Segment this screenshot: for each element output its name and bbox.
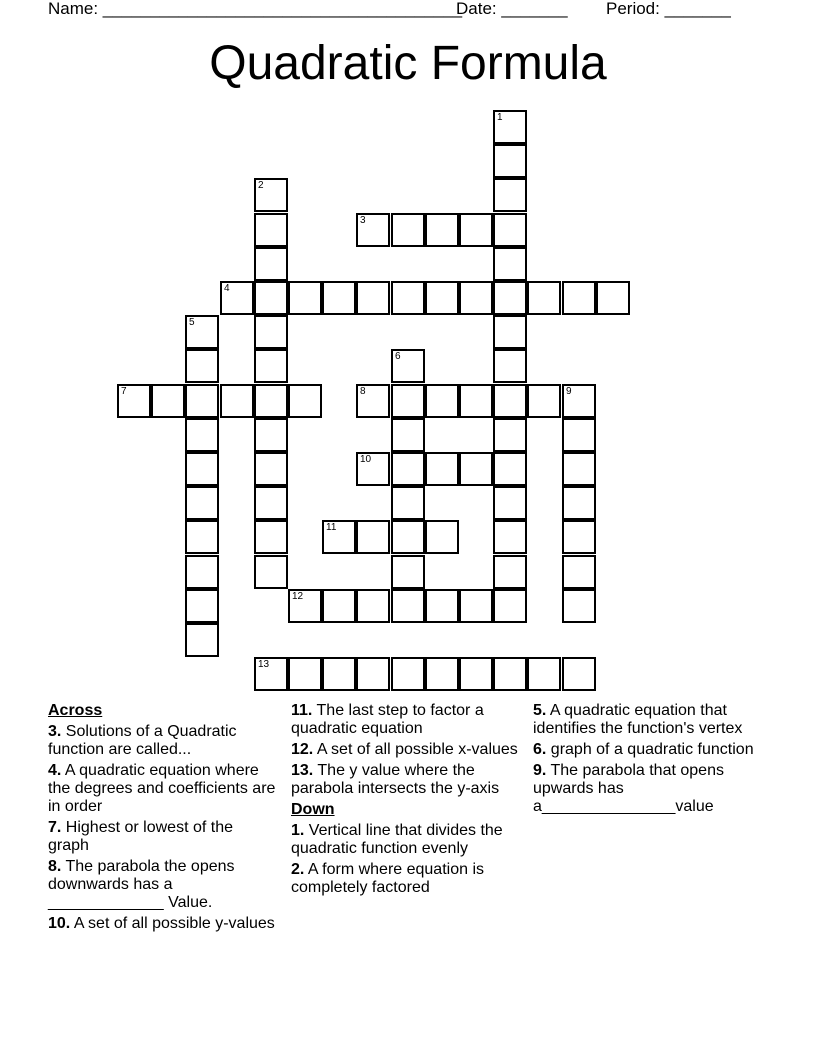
crossword-cell[interactable] [459, 589, 493, 623]
clue-item [48, 858, 278, 912]
crossword-cell[interactable] [562, 486, 596, 520]
clue-item [533, 702, 758, 738]
clue-number: 12 [292, 591, 304, 602]
crossword-cell[interactable] [562, 555, 596, 589]
crossword-cell[interactable] [527, 657, 561, 691]
clue-number-label: 3. [48, 723, 62, 740]
crossword-cell[interactable] [356, 213, 390, 247]
crossword-cell[interactable] [391, 213, 425, 247]
crossword-cell[interactable] [356, 452, 390, 486]
crossword-cell[interactable] [493, 110, 527, 144]
crossword-cell[interactable] [254, 247, 288, 281]
clue-text: A quadratic equation where the degrees and coefficients are in order [48, 762, 276, 815]
down-heading: Down [291, 801, 335, 818]
crossword-cell[interactable] [185, 520, 219, 554]
crossword-cell[interactable] [254, 657, 288, 691]
crossword-cell[interactable] [288, 657, 322, 691]
crossword-cell[interactable] [562, 418, 596, 452]
crossword-cell[interactable] [356, 281, 390, 315]
crossword-cell[interactable] [527, 384, 561, 418]
period-field[interactable]: Period: _______ [606, 0, 731, 18]
crossword-cell[interactable] [459, 384, 493, 418]
crossword-cell[interactable] [322, 520, 356, 554]
clue-number-label: 1. [291, 822, 305, 839]
crossword-cell[interactable] [493, 384, 527, 418]
crossword-cell[interactable] [391, 555, 425, 589]
clue-number-label: 8. [48, 858, 62, 875]
crossword-cell[interactable] [425, 213, 459, 247]
crossword-cell[interactable] [151, 384, 185, 418]
crossword-cell[interactable] [493, 349, 527, 383]
crossword-cell[interactable] [254, 281, 288, 315]
crossword-cell[interactable] [185, 623, 219, 657]
crossword-cell[interactable] [254, 452, 288, 486]
crossword-cell[interactable] [254, 178, 288, 212]
crossword-cell[interactable] [185, 589, 219, 623]
date-field[interactable]: Date: _______ [456, 0, 568, 18]
crossword-cell[interactable] [425, 520, 459, 554]
clue-number: 13 [258, 659, 270, 670]
crossword-cell[interactable] [254, 418, 288, 452]
crossword-cell[interactable] [220, 281, 254, 315]
crossword-cell[interactable] [562, 452, 596, 486]
crossword-cell[interactable] [391, 418, 425, 452]
crossword-cell[interactable] [185, 315, 219, 349]
clue-number: 1 [497, 112, 503, 123]
clue-number-label: 2. [291, 861, 305, 878]
clue-number: 7 [121, 386, 127, 397]
crossword-cell[interactable] [391, 589, 425, 623]
clue-text: A quadratic equation that identifies the function's vertex [533, 702, 743, 737]
crossword-cell[interactable] [425, 452, 459, 486]
crossword-cell[interactable] [356, 384, 390, 418]
clue-text: Solutions of a Quadratic function are called... [48, 723, 237, 758]
clue-item [291, 762, 526, 798]
crossword-cell[interactable] [562, 520, 596, 554]
clue-text: Highest or lowest of the graph [48, 819, 233, 854]
crossword-cell[interactable] [254, 486, 288, 520]
crossword-cell[interactable] [493, 589, 527, 623]
clue-number-label: 6. [533, 741, 547, 758]
crossword-cell[interactable] [493, 247, 527, 281]
clue-text: A set of all possible x-values [313, 741, 518, 758]
crossword-cell[interactable] [220, 384, 254, 418]
crossword-cell[interactable] [459, 213, 493, 247]
crossword-cell[interactable] [288, 281, 322, 315]
crossword-cell[interactable] [493, 555, 527, 589]
crossword-cell[interactable] [254, 349, 288, 383]
crossword-cell[interactable] [185, 555, 219, 589]
crossword-cell[interactable] [527, 281, 561, 315]
crossword-cell[interactable] [493, 315, 527, 349]
clue-text: The parabola the opens downwards has a _____________ Value. [48, 858, 235, 911]
clue-number: 11 [326, 522, 337, 533]
clue-number-label: 13. [291, 762, 314, 779]
clue-number: 3 [360, 215, 366, 226]
clue-number-label: 9. [533, 762, 547, 779]
clue-item [48, 723, 278, 759]
crossword-cell[interactable] [493, 452, 527, 486]
crossword-cell[interactable] [493, 144, 527, 178]
crossword-cell[interactable] [493, 486, 527, 520]
crossword-cell[interactable] [459, 657, 493, 691]
crossword-cell[interactable] [493, 520, 527, 554]
clue-item [291, 822, 526, 858]
crossword-cell[interactable] [356, 589, 390, 623]
crossword-cell[interactable] [425, 657, 459, 691]
crossword-cell[interactable] [254, 520, 288, 554]
clue-number-label: 11. [291, 702, 313, 719]
clues-column-1 [48, 702, 278, 936]
crossword-cell[interactable] [596, 281, 630, 315]
crossword-cell[interactable] [322, 589, 356, 623]
clue-item [48, 915, 278, 933]
clue-item [291, 702, 526, 738]
crossword-cell[interactable] [254, 555, 288, 589]
crossword-cell[interactable] [254, 384, 288, 418]
clue-number-label: 7. [48, 819, 62, 836]
clue-number-label: 4. [48, 762, 62, 779]
crossword-cell[interactable] [493, 178, 527, 212]
crossword-cell[interactable] [288, 589, 322, 623]
clue-number: 10 [360, 454, 372, 465]
crossword-cell[interactable] [562, 281, 596, 315]
name-field[interactable]: Name: ______________________________________ [48, 0, 463, 18]
crossword-cell[interactable] [459, 281, 493, 315]
clue-text: The y value where the parabola intersects the y-axis [291, 762, 500, 797]
clue-number-label: 10. [48, 915, 71, 932]
crossword-cell[interactable] [391, 349, 425, 383]
clue-number-label: 5. [533, 702, 547, 719]
across-heading: Across [48, 702, 103, 719]
clue-number: 8 [360, 386, 366, 397]
clues-column-2 [291, 702, 526, 900]
crossword-cell[interactable] [391, 486, 425, 520]
clue-text: graph of a quadratic function [546, 741, 754, 758]
crossword-cell[interactable] [562, 589, 596, 623]
page-title: Quadratic Formula [209, 37, 607, 90]
crossword-cell[interactable] [562, 384, 596, 418]
crossword-cell[interactable] [356, 520, 390, 554]
crossword-cell[interactable] [288, 384, 322, 418]
clue-item [48, 819, 278, 855]
clue-number: 2 [258, 180, 264, 191]
crossword-cell[interactable] [425, 281, 459, 315]
crossword-cell[interactable] [391, 452, 425, 486]
clue-item [291, 741, 526, 759]
crossword-cell[interactable] [391, 520, 425, 554]
crossword-cell[interactable] [322, 281, 356, 315]
clues-column-3 [533, 702, 758, 819]
crossword-cell[interactable] [493, 213, 527, 247]
clue-number: 5 [189, 317, 195, 328]
crossword-cell[interactable] [493, 418, 527, 452]
crossword-cell[interactable] [493, 281, 527, 315]
crossword-cell[interactable] [425, 589, 459, 623]
clue-item [291, 861, 526, 897]
crossword-cell[interactable] [391, 384, 425, 418]
crossword-cell[interactable] [185, 349, 219, 383]
crossword-cell[interactable] [391, 657, 425, 691]
crossword-cell[interactable] [185, 418, 219, 452]
crossword-cell[interactable] [185, 384, 219, 418]
clue-item [48, 762, 278, 816]
clue-number-label: 12. [291, 741, 314, 758]
crossword-cell[interactable] [562, 657, 596, 691]
clue-text: Vertical line that divides the quadratic function evenly [291, 822, 503, 857]
clue-text: A set of all possible y-values [70, 915, 275, 932]
crossword-cell[interactable] [356, 657, 390, 691]
clue-item [533, 762, 758, 816]
crossword-cell[interactable] [493, 657, 527, 691]
clue-text: The last step to factor a quadratic equation [291, 702, 484, 737]
crossword-cell[interactable] [117, 384, 151, 418]
crossword-cell[interactable] [185, 486, 219, 520]
crossword-cell[interactable] [391, 281, 425, 315]
clue-number: 4 [224, 283, 230, 294]
clue-text: A form where equation is completely factored [291, 861, 484, 896]
clue-number: 6 [395, 351, 401, 362]
clue-number: 9 [566, 386, 572, 397]
clue-text: The parabola that opens upwards has a_______________value [533, 762, 724, 815]
crossword-cell[interactable] [185, 452, 219, 486]
clue-item [533, 741, 758, 759]
crossword-cell[interactable] [254, 213, 288, 247]
crossword-cell[interactable] [322, 657, 356, 691]
crossword-cell[interactable] [425, 384, 459, 418]
crossword-cell[interactable] [254, 315, 288, 349]
crossword-cell[interactable] [459, 452, 493, 486]
